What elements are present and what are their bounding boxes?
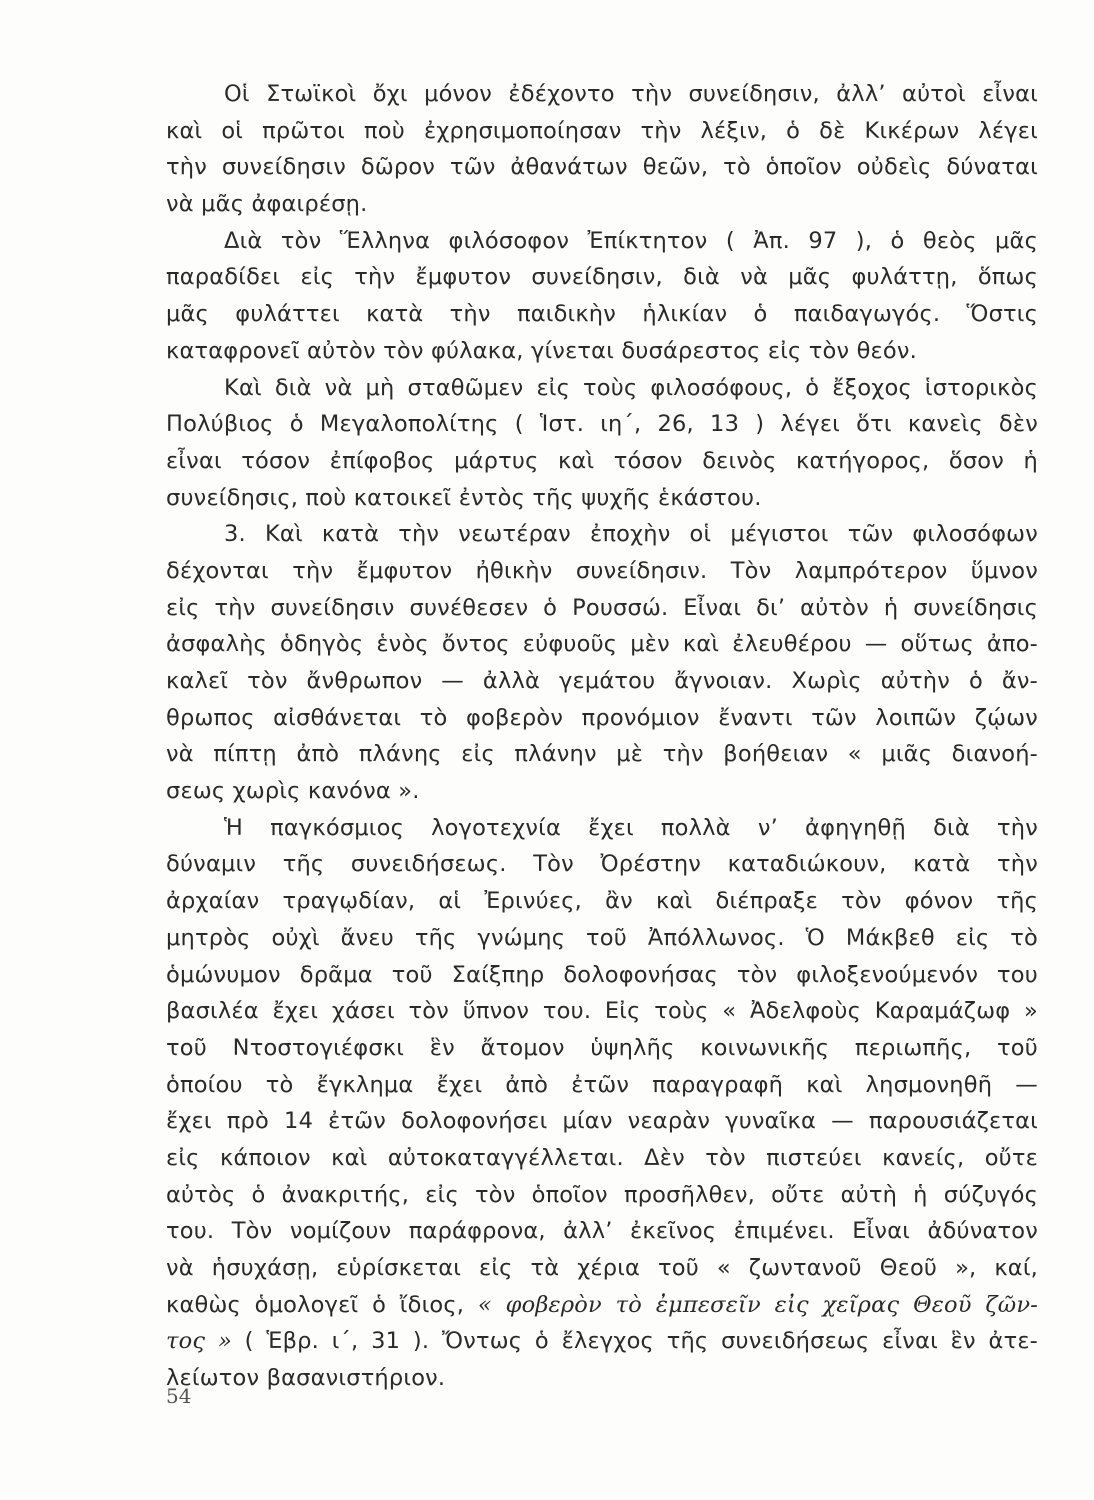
text-line: νὰ μᾶς ἀφαιρέσῃ. <box>166 191 368 218</box>
text-line: καταφρονεῖ αὐτὸν τὸν φύλακα, γίνεται δυσάρεστος εἰς τὸν θεόν. <box>166 337 918 364</box>
text-line: Καὶ διὰ νὰ μὴ σταθῶμεν εἰς τοὺς φιλοσόφους, ὁ ἔξοχος ἱστορικὸς <box>224 374 1038 401</box>
quotation-italic: τος » <box>166 1328 232 1355</box>
text-line: 3. Καὶ κατὰ τὴν νεωτέραν ἐποχὴν οἱ μέγιστοι τῶν φιλοσόφων <box>224 521 1038 548</box>
text-line: λείωτον βασανιστήριον. <box>166 1365 446 1392</box>
quotation-italic: « φοβερὸν τὸ ἐμπεσεῖν εἰς χεῖρας Θεοῦ ζῶν- <box>477 1291 1038 1318</box>
text-line: εἰς τὴν συνείδησιν συνέθεσεν ὁ Ρουσσώ. Εἶναι δι’ αὐτὸν ἡ συνείδησις <box>166 594 1038 621</box>
text-line: ἀρχαίαν τραγῳδίαν, αἱ Ἐρινύες, ἂν καὶ διέπραξε τὸν φόνον τῆς <box>166 888 1038 915</box>
paragraph-literature <box>166 810 1038 1397</box>
text-line-quote-start <box>166 1287 1038 1324</box>
text-line: ἔχει πρὸ 14 ἐτῶν δολοφονήσει μίαν νεαρὰν γυναῖκα — παρουσιάζεται <box>166 1108 1038 1135</box>
paragraph-epictetus <box>166 223 1038 370</box>
text-line: ὁποίου τὸ ἔγκλημα ἔχει ἀπὸ ἐτῶν παραγραφῆ καὶ λησμονηθῆ — <box>166 1071 1038 1098</box>
text-line: ἀσφαλὴς ὁδηγὸς ἑνὸς ὄντος εὐφυοῦς μὲν καὶ ἐλευθέρου — οὕτως ἀπο- <box>166 631 1038 658</box>
text-line: ὁμώνυμον δρᾶμα τοῦ Σαίξπηρ δολοφονήσας τὸν φιλοξενούμενόν του <box>166 961 1038 988</box>
text-line: νὰ ἡσυχάσῃ, εὑρίσκεται εἰς τὰ χέρια τοῦ « ζωντανοῦ Θεοῦ », καί, <box>166 1255 1038 1281</box>
text-line: του. Τὸν νομίζουν παράφρονα, ἀλλ’ ἐκεῖνος ἐπιμένει. Εἶναι ἀδύνατον <box>166 1218 1038 1245</box>
paragraph-polybius <box>166 370 1038 517</box>
text-line-quote-end <box>166 1323 1038 1360</box>
text-line: Πολύβιος ὁ Μεγαλοπολίτης ( Ἱστ. ιη΄, 26, 13 ) λέγει ὅτι κανεὶς δὲν <box>166 411 1038 438</box>
text-line: Οἱ Στωϊκοὶ ὄχι μόνον ἐδέχοντο τὴν συνείδησιν, ἀλλ’ αὐτοὶ εἶναι <box>224 81 1038 107</box>
page-number: 54 <box>166 1384 192 1408</box>
text-segment: ( Ἑβρ. ι΄, 31 ). Ὄντως ὁ ἔλεγχος τῆς συνειδήσεως εἶναι ἓν ἀτε- <box>231 1328 1038 1355</box>
text-line: σεως χωρὶς κανόνα ». <box>166 778 420 805</box>
text-line: Ἡ παγκόσμιος λογοτεχνία ἔχει πολλὰ ν’ ἀφηγηθῇ διὰ τὴν <box>224 814 1038 841</box>
text-segment: καθὼς ὁμολογεῖ ὁ ἴδιος, <box>166 1291 478 1318</box>
text-line: εἶναι τόσον ἐπίφοβος μάρτυς καὶ τόσον δεινὸς κατήγορος, ὅσον ἡ <box>166 447 1038 474</box>
text-line: συνείδησις, ποὺ κατοικεῖ ἐντὸς τῆς ψυχῆς ἑκάστου. <box>166 484 762 511</box>
text-line: νὰ πίπτῃ ἀπὸ πλάνης εἰς πλάνην μὲ τὴν βοήθειαν « μιᾶς διανοή- <box>166 741 1038 768</box>
text-line: θρωπος αἰσθάνεται τὸ φοβερὸν προνόμιον ἔναντι τῶν λοιπῶν ζῴων <box>166 704 1038 731</box>
text-line: αὐτὸς ὁ ἀνακριτής, εἰς τὸν ὁποῖον προσῆλθεν, οὔτε αὐτὴ ἡ σύζυγός <box>166 1181 1038 1208</box>
text-line: μᾶς φυλάττει κατὰ τὴν παιδικὴν ἡλικίαν ὁ παιδαγωγός. Ὅστις <box>166 301 1038 328</box>
paragraph-stoics <box>166 76 1038 223</box>
text-line: καὶ οἱ πρῶτοι ποὺ ἐχρησιμοποίησαν τὴν λέξιν, ὁ δὲ Κικέρων λέγει <box>166 117 1038 144</box>
text-line: μητρὸς οὐχὶ ἄνευ τῆς γνώμης τοῦ Ἀπόλλωνος. Ὁ Μάκβεθ εἰς τὸ <box>166 924 1038 951</box>
text-line: Διὰ τὸν Ἕλληνα φιλόσοφον Ἐπίκτητον ( Ἀπ. 97 ), ὁ θεὸς μᾶς <box>224 227 1038 254</box>
text-line: δύναμιν τῆς συνειδήσεως. Τὸν Ὀρέστην καταδιώκουν, κατὰ τὴν <box>166 851 1038 878</box>
body-text <box>166 76 1038 1397</box>
text-line: τοῦ Ντοστογιέφσκι ἓν ἄτομον ὑψηλῆς κοινωνικῆς περιωπῆς, τοῦ <box>166 1034 1038 1061</box>
text-line: εἰς κάποιον καὶ αὐτοκαταγγέλλεται. Δὲν τὸν πιστεύει κανείς, οὔτε <box>166 1144 1038 1171</box>
text-line: καλεῖ τὸν ἄνθρωπον — ἀλλὰ γεμάτου ἄγνοιαν. Χωρὶς αὐτὴν ὁ ἄν- <box>166 668 1038 694</box>
text-line: δέχονται τὴν ἔμφυτον ἠθικὴν συνείδησιν. Τὸν λαμπρότερον ὕμνον <box>166 557 1038 584</box>
text-line: τὴν συνείδησιν δῶρον τῶν ἀθανάτων θεῶν, τὸ ὁποῖον οὐδεὶς δύναται <box>166 154 1038 181</box>
paragraph-rousseau <box>166 516 1038 810</box>
text-line: βασιλέα ἔχει χάσει τὸν ὕπνον του. Εἰς τοὺς « Ἀδελφοὺς Καραμάζωφ » <box>166 998 1038 1025</box>
text-line: παραδίδει εἰς τὴν ἔμφυτον συνείδησιν, διὰ νὰ μᾶς φυλάττῃ, ὅπως <box>166 264 1038 291</box>
